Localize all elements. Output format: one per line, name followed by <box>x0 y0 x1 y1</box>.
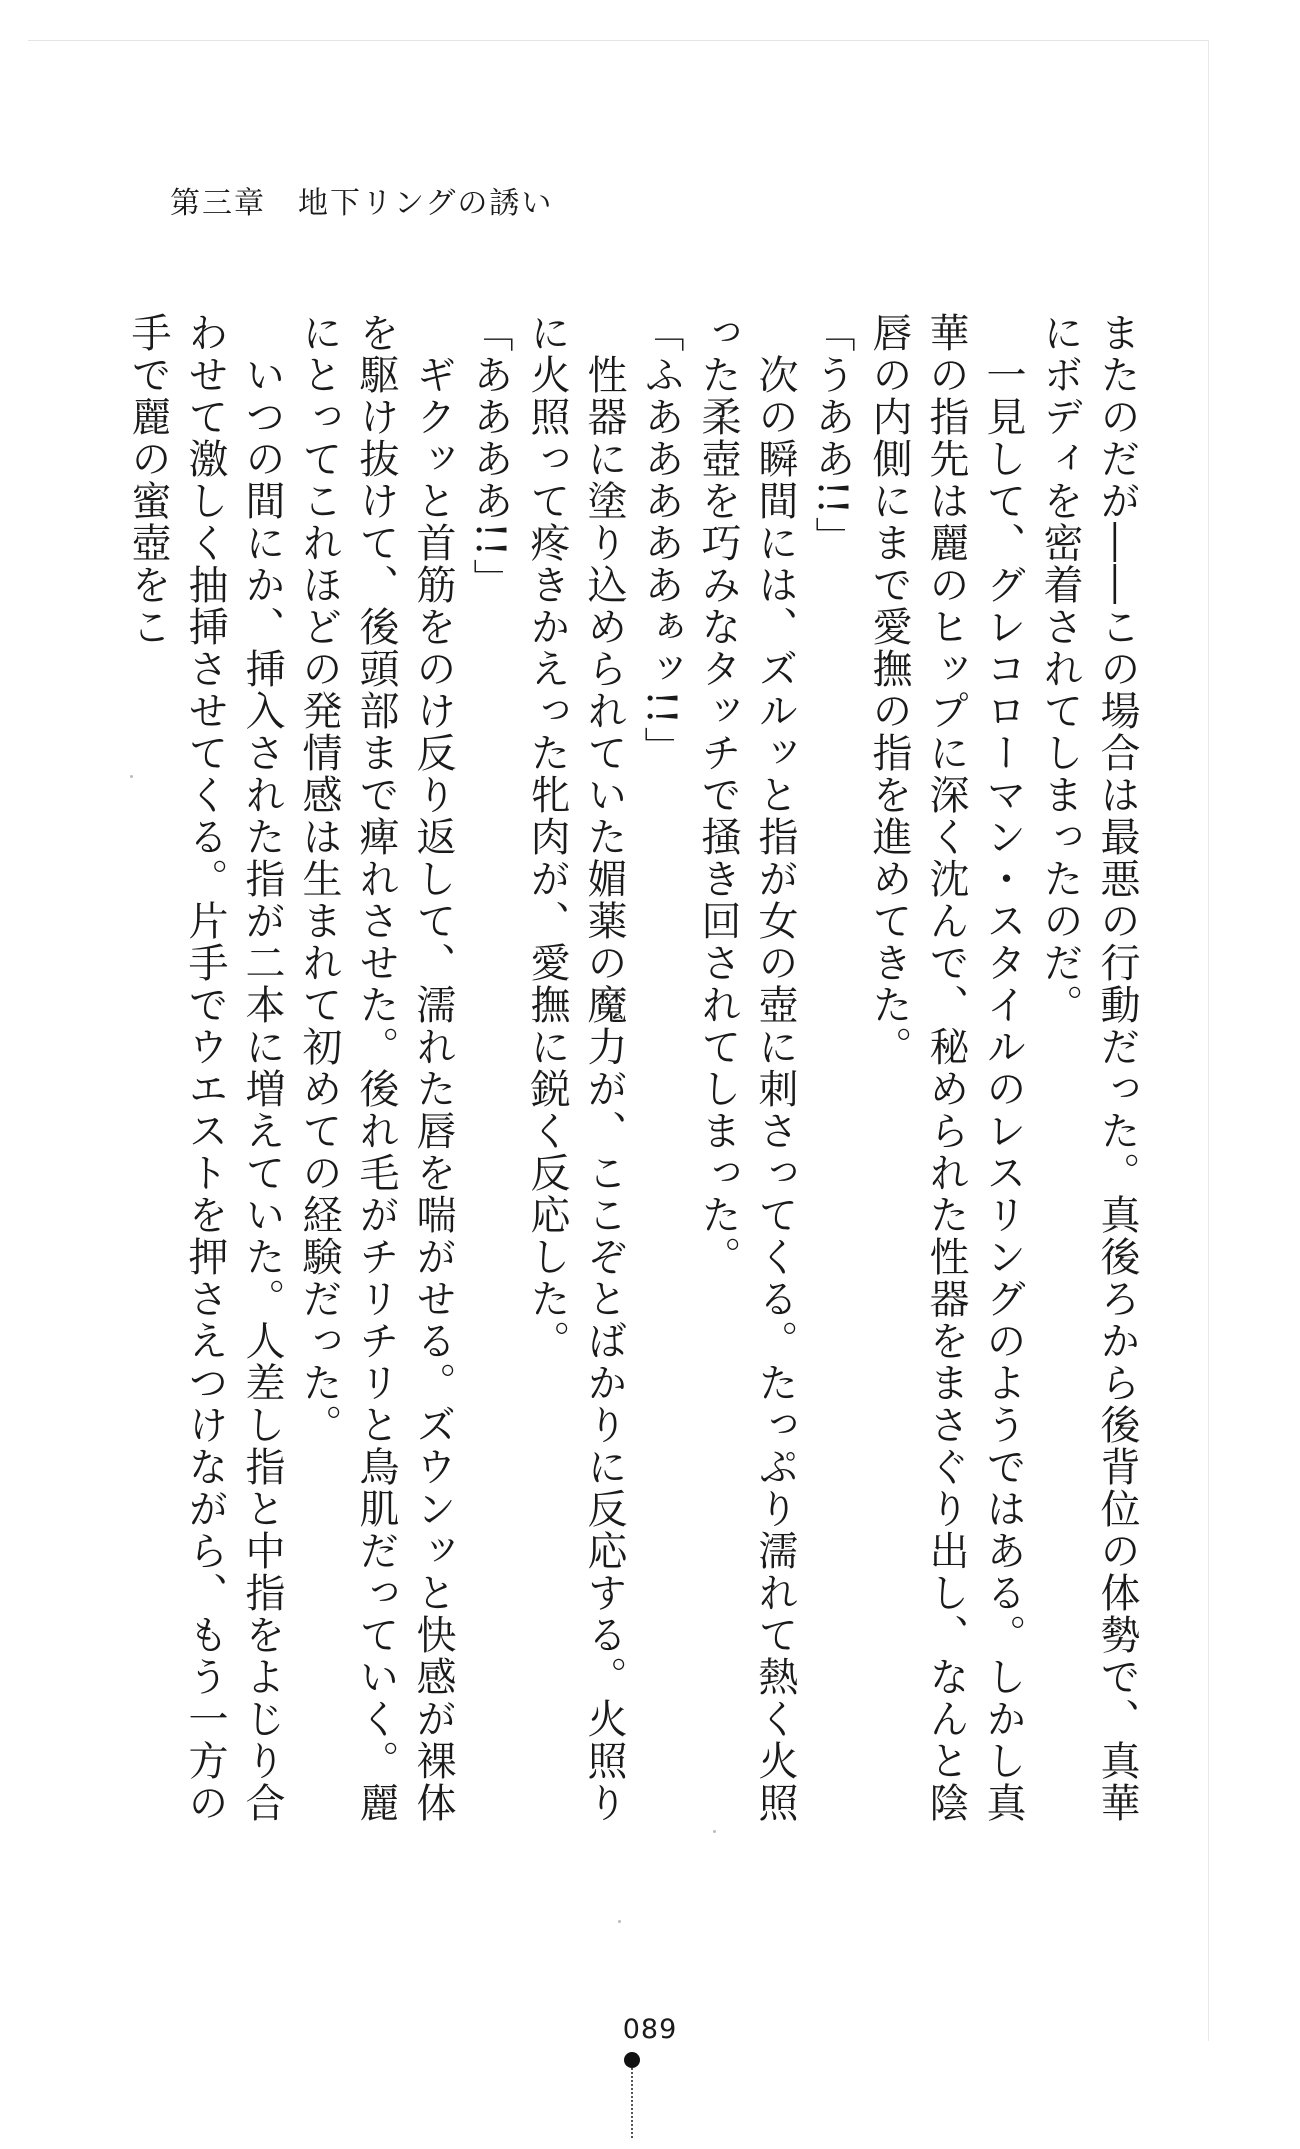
paragraph-9: いつの間にか、挿入された指が二本に増えていた。人差し指と中指をよじり合わせて激しく抽挿させてくる。片手でウエストを押さえつけながら、もう一方の手で麗の蜜壺をこ <box>125 312 285 1824</box>
body-text <box>125 312 1145 1832</box>
paragraph-6: 性器に塗り込められていた媚薬の魔力が、ここぞとばかりに反応する。火照りに火照って疼きかえった牝肉が、愛撫に鋭く反応した。 <box>524 312 627 1824</box>
paragraph-4: 次の瞬間には、ズルッと指が女の壺に刺さってくる。たっぷり濡れて熱く火照った柔壺を巧みなタッチで掻き回されてしまった。 <box>695 312 798 1824</box>
folio-line-ornament <box>631 2068 633 2138</box>
running-head: 第三章 地下リングの誘い <box>170 186 554 221</box>
paragraph-5: 「ふあああああぁッ!!」 <box>638 312 684 769</box>
folio-dot-ornament <box>624 2052 640 2068</box>
paragraph-2: 一見して、グレコローマン・スタイルのレスリングのようではある。しかし真華の指先は麗のヒップに深く沈んで、秘められた性器をまさぐり出し、なんと陰唇の内側にまで愛撫の指を進めてきた。 <box>866 312 1026 1824</box>
paragraph-8: ギクッと首筋をのけ反り返して、濡れた唇を喘がせる。ズウンッと快感が裸体を駆け抜けて、後頭部まで痺れさせた。後れ毛がチリチリと鳥肌だっていく。麗にとってこれほどの発情感は生まれて初めての経験だった。 <box>296 312 456 1824</box>
page-number: 089 <box>622 2014 678 2045</box>
paragraph-3: 「うああ!!」 <box>809 312 855 559</box>
paragraph-1: またのだが――この場合は最悪の行動だった。真後ろから後背位の体勢で、真華にボディを密着されてしまったのだ。 <box>1037 312 1140 1824</box>
paragraph-7: 「ああああ!!」 <box>467 312 513 601</box>
scan-speck <box>618 1920 621 1923</box>
scan-speck <box>713 1830 716 1833</box>
scan-speck <box>130 775 133 778</box>
